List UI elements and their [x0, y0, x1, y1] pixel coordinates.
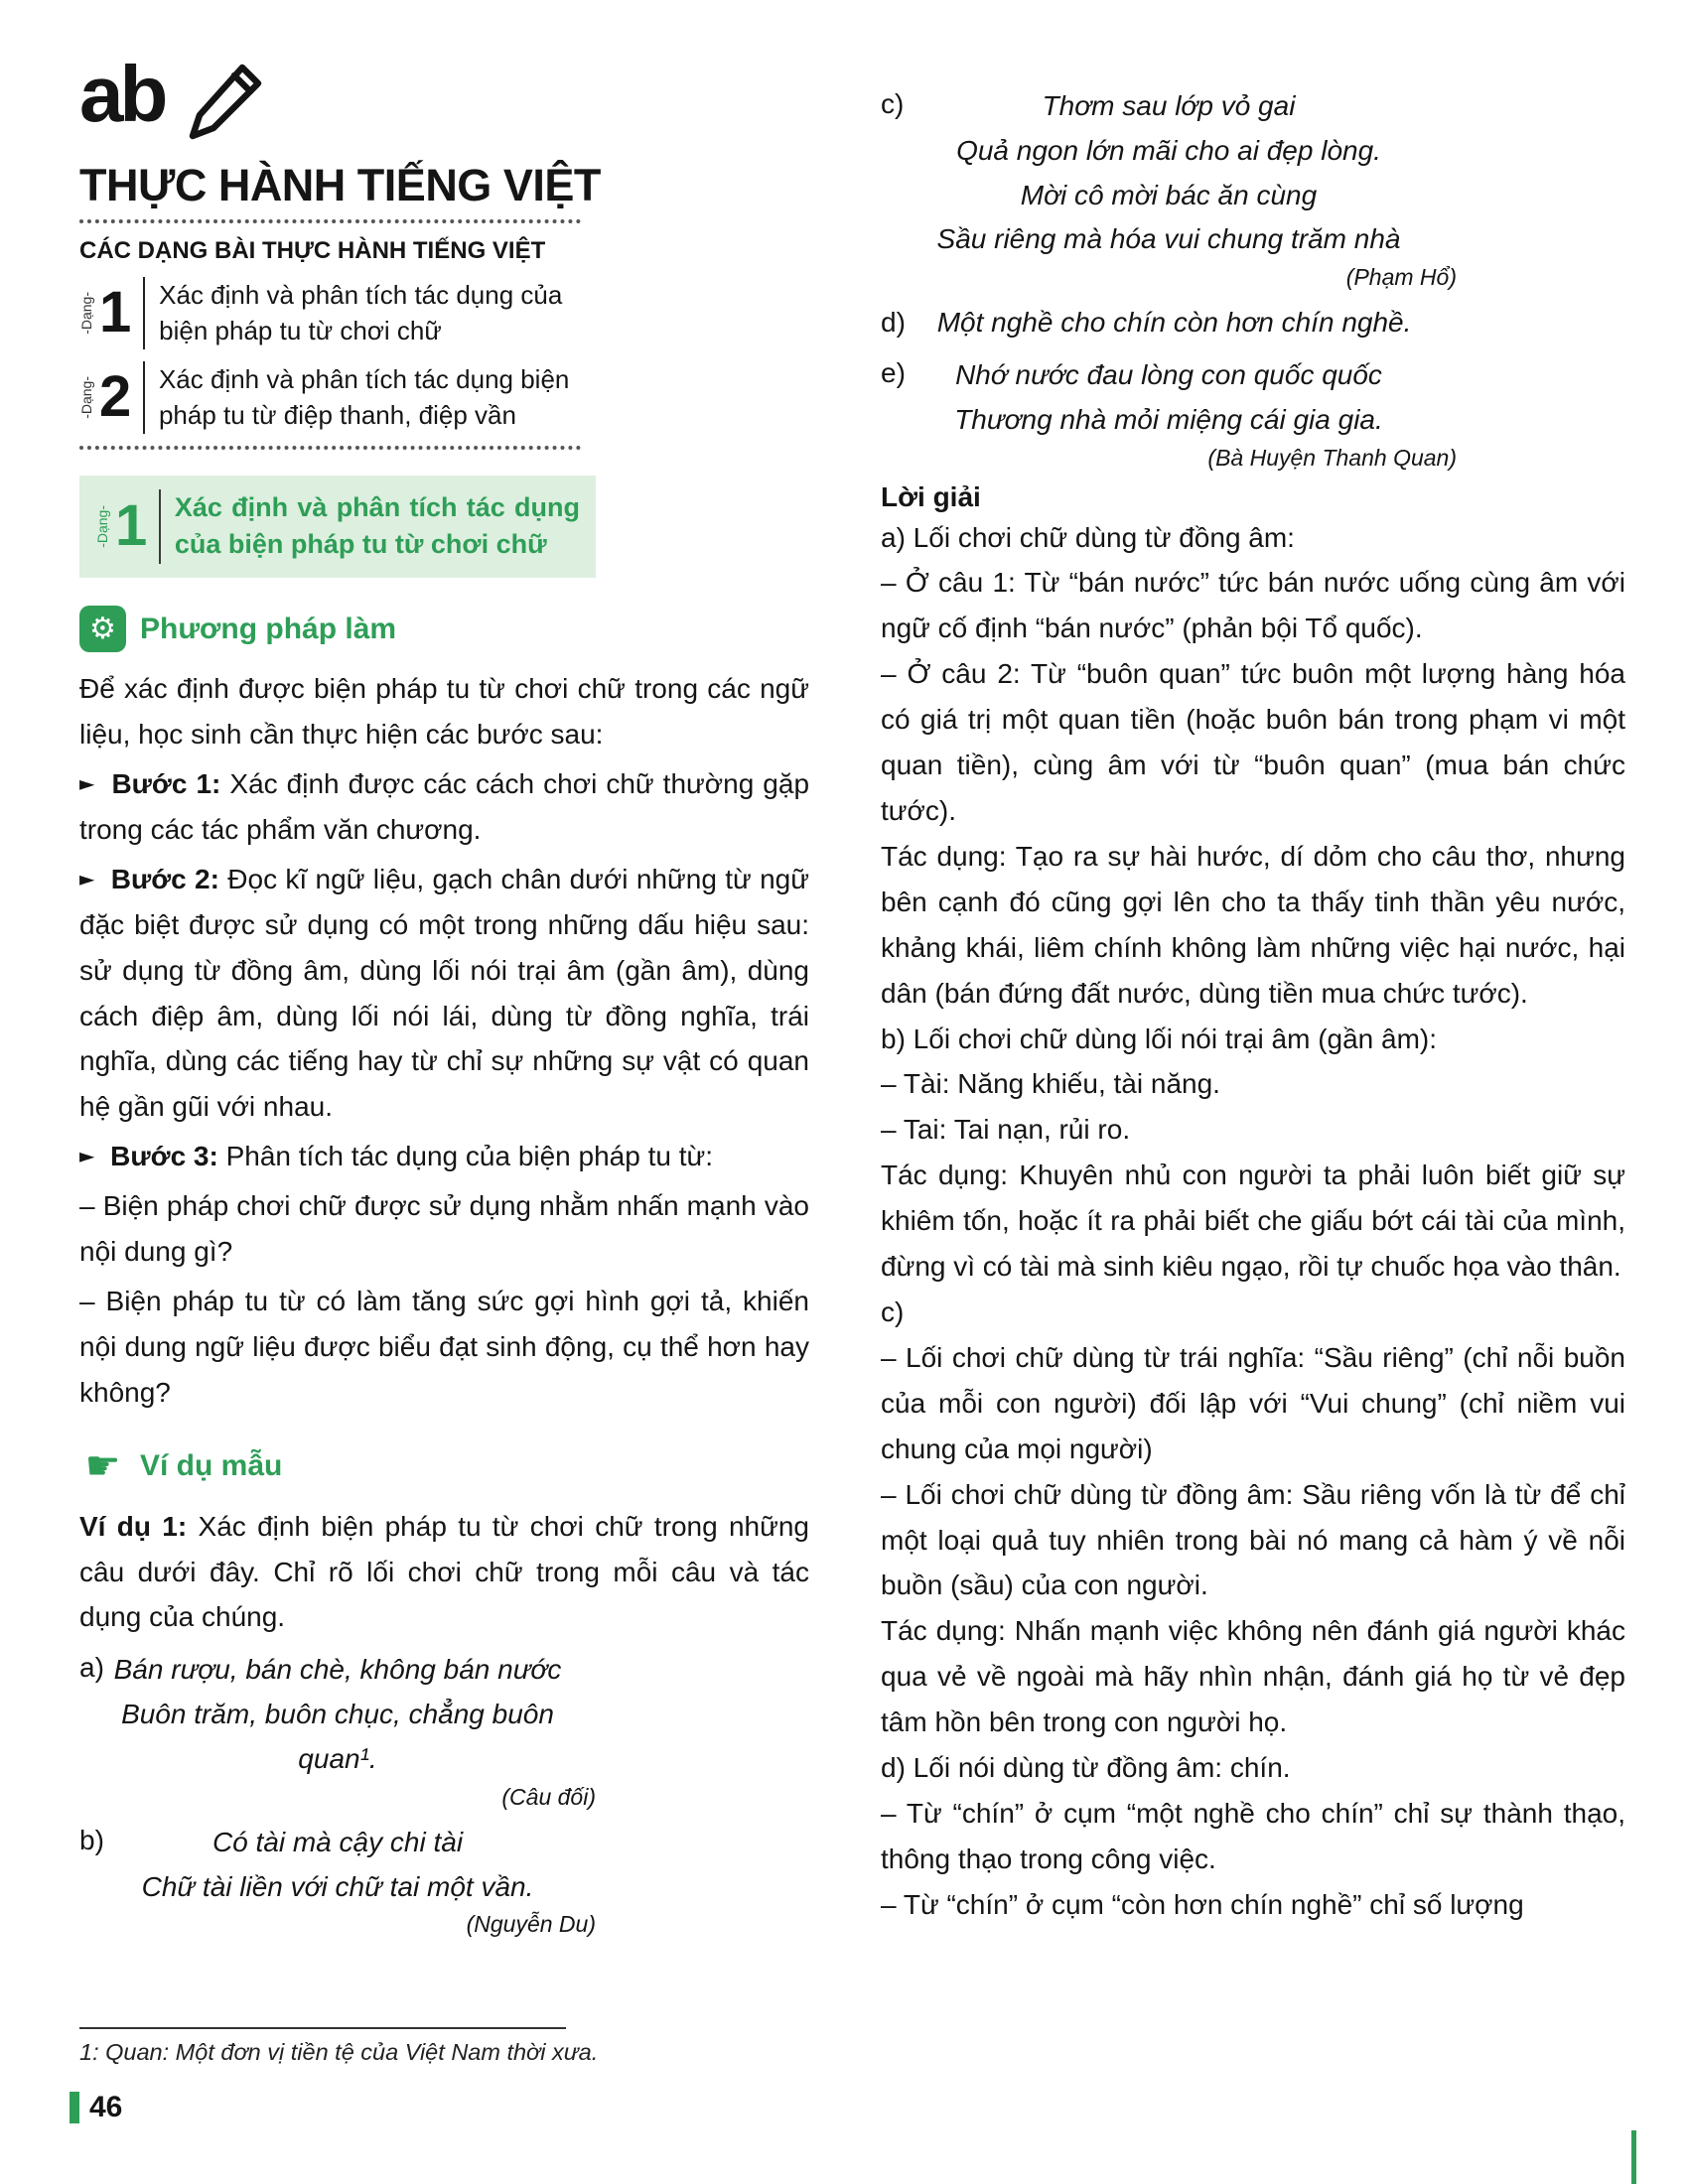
gear-icon: ⚙	[79, 606, 126, 652]
poem-a	[79, 1648, 596, 1810]
example-intro-text: Xác định biện pháp tu từ chơi chữ trong những câu dưới đây. Chỉ rõ lối chơi chữ trong mỗi câu và tác dụng của chúng.	[79, 1510, 810, 1633]
dotted-divider	[79, 219, 581, 223]
poem-attribution: (Nguyễn Du)	[466, 1911, 596, 1938]
poem-line: Quả ngon lớn mãi cho ai đẹp lòng.	[956, 134, 1381, 166]
forms-list-title: CÁC DẠNG BÀI THỰC HÀNH TIẾNG VIỆT	[79, 237, 546, 264]
solution-paragraph: – Từ “chín” ở cụm “một nghề cho chín” chỉ sự thành thạo, thông thạo trong công việc.	[881, 1797, 1625, 1874]
step-label: Bước 3:	[110, 1141, 218, 1172]
poem-attribution: (Phạm Hổ)	[1345, 264, 1457, 291]
solution-paragraph: Tác dụng: Tạo ra sự hài hước, dí dỏm cho câu thơ, nhưng bên cạnh đó cũng gợi lên cho ta thấy tinh thần yêu nước, khảng khái, liêm chính không làm những việc hại nước, hại dân (bán đứng đất nước, dùng tiền mua chức tước).	[881, 840, 1625, 1009]
poem-d	[881, 301, 1625, 345]
poem-e	[881, 353, 1457, 472]
method-intro: Để xác định được biện pháp tu từ chơi chữ trong các ngữ liệu, học sinh cần thực hiện các bước sau:	[79, 673, 809, 751]
solution-paragraph: – Tài: Năng khiếu, tài năng.	[881, 1068, 1220, 1100]
right-column	[881, 55, 1625, 1948]
dang-side-label: -Dạng-	[78, 375, 94, 419]
method-note-2: – Biện pháp tu từ có làm tăng sức gợi hình gợi tả, khiến nội dung ngữ liệu được biểu đạt sinh động, cụ thể hơn hay không?	[79, 1285, 809, 1408]
method-note-1: – Biện pháp chơi chữ được sử dụng nhằm nhấn mạnh vào nội dung gì?	[79, 1190, 809, 1268]
solution-paragraph: Tác dụng: Nhấn mạnh việc không nên đánh giá người khác qua vẻ về ngoài mà hãy nhìn nhận, đánh giá họ từ vẻ đẹp tâm hồn bên trong con người họ.	[881, 1615, 1625, 1738]
poem-b-label: b)	[79, 1824, 104, 1855]
solution-paragraph: – Lối chơi chữ dùng từ đồng âm: Sầu riêng vốn là từ để chỉ một loại quả tuy nhiên trong bài nó mang cả hàm ý về nỗi buồn (sầu) của con người.	[881, 1478, 1625, 1601]
example-label: Ví dụ 1:	[79, 1510, 188, 1542]
solution-paragraph: a) Lối chơi chữ dùng từ đồng âm:	[881, 521, 1295, 553]
dang-banner-number: 1	[115, 493, 148, 559]
method-step-1	[79, 761, 809, 853]
solution-paragraph: – Ở câu 2: Từ “buôn quan” tức buôn một lượng hàng hóa có giá trị một quan tiền (hoặc buôn bán trong phạm vi một quan tiền), cùng âm với từ “buôn quan” (mua bán chức tước).	[881, 658, 1625, 827]
pointing-hand-icon: ☛	[84, 1443, 121, 1490]
footnote-text: 1: Quan: Một đơn vị tiền tệ của Việt Nam thời xưa.	[79, 2039, 599, 2065]
solution-paragraph: b) Lối chơi chữ dùng lối nói trại âm (gần âm):	[881, 1023, 1438, 1054]
solution-heading: Lời giải	[881, 480, 981, 512]
footnote-rule	[79, 2027, 566, 2029]
solution-paragraph: – Từ “chín” ở cụm “còn hơn chín nghề” chỉ số lượng	[881, 1888, 1524, 1920]
poem-line: Sầu riêng mà hóa vui chung trăm nhà	[936, 223, 1401, 255]
solution-paragraph: c)	[881, 1296, 905, 1327]
poem-c	[881, 84, 1457, 291]
dang-text: Xác định và phân tích tác dụng của biện pháp tu từ chơi chữ	[159, 280, 563, 346]
poem-d-label: d)	[881, 307, 906, 339]
triangle-bullet-icon: ►	[79, 1144, 95, 1168]
dang-side-label: -Dạng-	[78, 291, 94, 335]
page-number-bar	[70, 2092, 79, 2123]
poem-b	[79, 1821, 596, 1939]
pencil-icon	[179, 57, 270, 152]
poem-attribution: (Bà Huyện Thanh Quan)	[1207, 444, 1457, 471]
page-title: THỰC HÀNH TIẾNG VIỆT	[79, 160, 601, 210]
vertical-divider	[159, 489, 161, 565]
method-step-2	[79, 857, 809, 1130]
logo	[79, 50, 809, 154]
poem-attribution: (Câu đối)	[501, 1783, 596, 1810]
poem-a-label: a)	[79, 1652, 104, 1684]
poem-line: Có tài mà cậy chi tài	[211, 1826, 464, 1857]
footnote-block	[79, 2027, 809, 2066]
poem-line: Buôn trăm, buôn chục, chẳng buôn quan¹.	[121, 1699, 554, 1774]
poem-c-label: c)	[881, 88, 905, 119]
page-number: 46	[89, 2091, 123, 2123]
dang-number: 2	[99, 364, 132, 430]
step-label: Bước 2:	[110, 863, 219, 894]
page-edge-mark	[1631, 2130, 1636, 2184]
solution-paragraph: – Ở câu 1: Từ “bán nước” tức bán nước uống cùng âm với ngữ cố định “bán nước” (phản bội Tổ quốc).	[881, 567, 1625, 644]
example-section-heading	[79, 1443, 809, 1490]
step-label: Bước 1:	[111, 767, 221, 799]
dang-number: 1	[99, 280, 132, 345]
solution-paragraph: – Tai: Tai nạn, rủi ro.	[881, 1114, 1131, 1146]
step-text: Đọc kĩ ngữ liệu, gạch chân dưới những từ ngữ đặc biệt được sử dụng có một trong những dấu hiệu sau: sử dụng từ đồng âm, dùng lối nói trại âm (gần âm), dùng cách điệp âm, dùng lối nói lái, dùng từ đồng nghĩa, trái nghĩa, dùng các tiếng hay từ chỉ sự những sự vật có quan hệ gần gũi với nhau.	[79, 863, 809, 1123]
dang-item-2	[79, 361, 596, 434]
poem-line: Mời cô mời bác ăn cùng	[1020, 179, 1318, 210]
vertical-divider	[143, 361, 145, 434]
step-text: Xác định được các cách chơi chữ thường gặp trong các tác phẩm văn chương.	[79, 767, 810, 845]
vertical-divider	[143, 277, 145, 349]
example-intro	[79, 1504, 809, 1641]
poem-e-label: e)	[881, 356, 906, 388]
example-heading-text: Ví dụ mẫu	[140, 1449, 283, 1483]
method-step-3	[79, 1134, 809, 1179]
dang-banner-text: Xác định và phân tích tác dụng của biện pháp tu từ chơi chữ	[174, 491, 580, 560]
triangle-bullet-icon: ►	[79, 866, 95, 890]
poem-line: Nhớ nước đau lòng con quốc quốc	[955, 358, 1382, 390]
solution-paragraph: Tác dụng: Khuyên nhủ con người ta phải luôn biết giữ sự khiêm tốn, hoặc ít ra phải biết che giấu bớt cái tài của mình, đừng vì có tài mà sinh kiêu ngạo, rồi tự chuốc họa vào thân.	[881, 1160, 1625, 1283]
logo-ab-text: ab	[79, 50, 165, 138]
poem-line: Thương nhà mỏi miệng cái gia gia.	[954, 403, 1383, 435]
poem-line: Bán rượu, bán chè, không bán nước	[113, 1654, 562, 1686]
poem-line: Chữ tài liền với chữ tai một vần.	[141, 1870, 534, 1902]
solution-paragraph: d) Lối nói dùng từ đồng âm: chín.	[881, 1752, 1291, 1784]
left-column	[78, 50, 810, 1948]
step-text: Phân tích tác dụng của biện pháp tu từ:	[225, 1141, 714, 1172]
poem-line: Thơm sau lớp vỏ gai	[1042, 90, 1296, 121]
dang-text: Xác định và phân tích tác dụng biện pháp tu từ điệp thanh, điệp vần	[158, 363, 570, 431]
dang-item-1	[79, 277, 596, 349]
method-heading-text: Phương pháp làm	[140, 612, 397, 645]
dotted-divider	[79, 446, 581, 450]
dang-banner	[79, 476, 596, 579]
poem-d-text: Một nghề cho chín còn hơn chín nghề.	[936, 307, 1412, 339]
triangle-bullet-icon: ►	[79, 770, 95, 795]
method-section-heading	[79, 606, 809, 652]
solution-paragraph: – Lối chơi chữ dùng từ trái nghĩa: “Sầu riêng” (chỉ nỗi buồn của mỗi con người) đối lập với “Vui chung” (chỉ niềm vui chung của mọi người)	[881, 1341, 1625, 1464]
dang-side-label: -Dạng-	[94, 504, 110, 548]
page-number-row	[70, 2091, 122, 2124]
